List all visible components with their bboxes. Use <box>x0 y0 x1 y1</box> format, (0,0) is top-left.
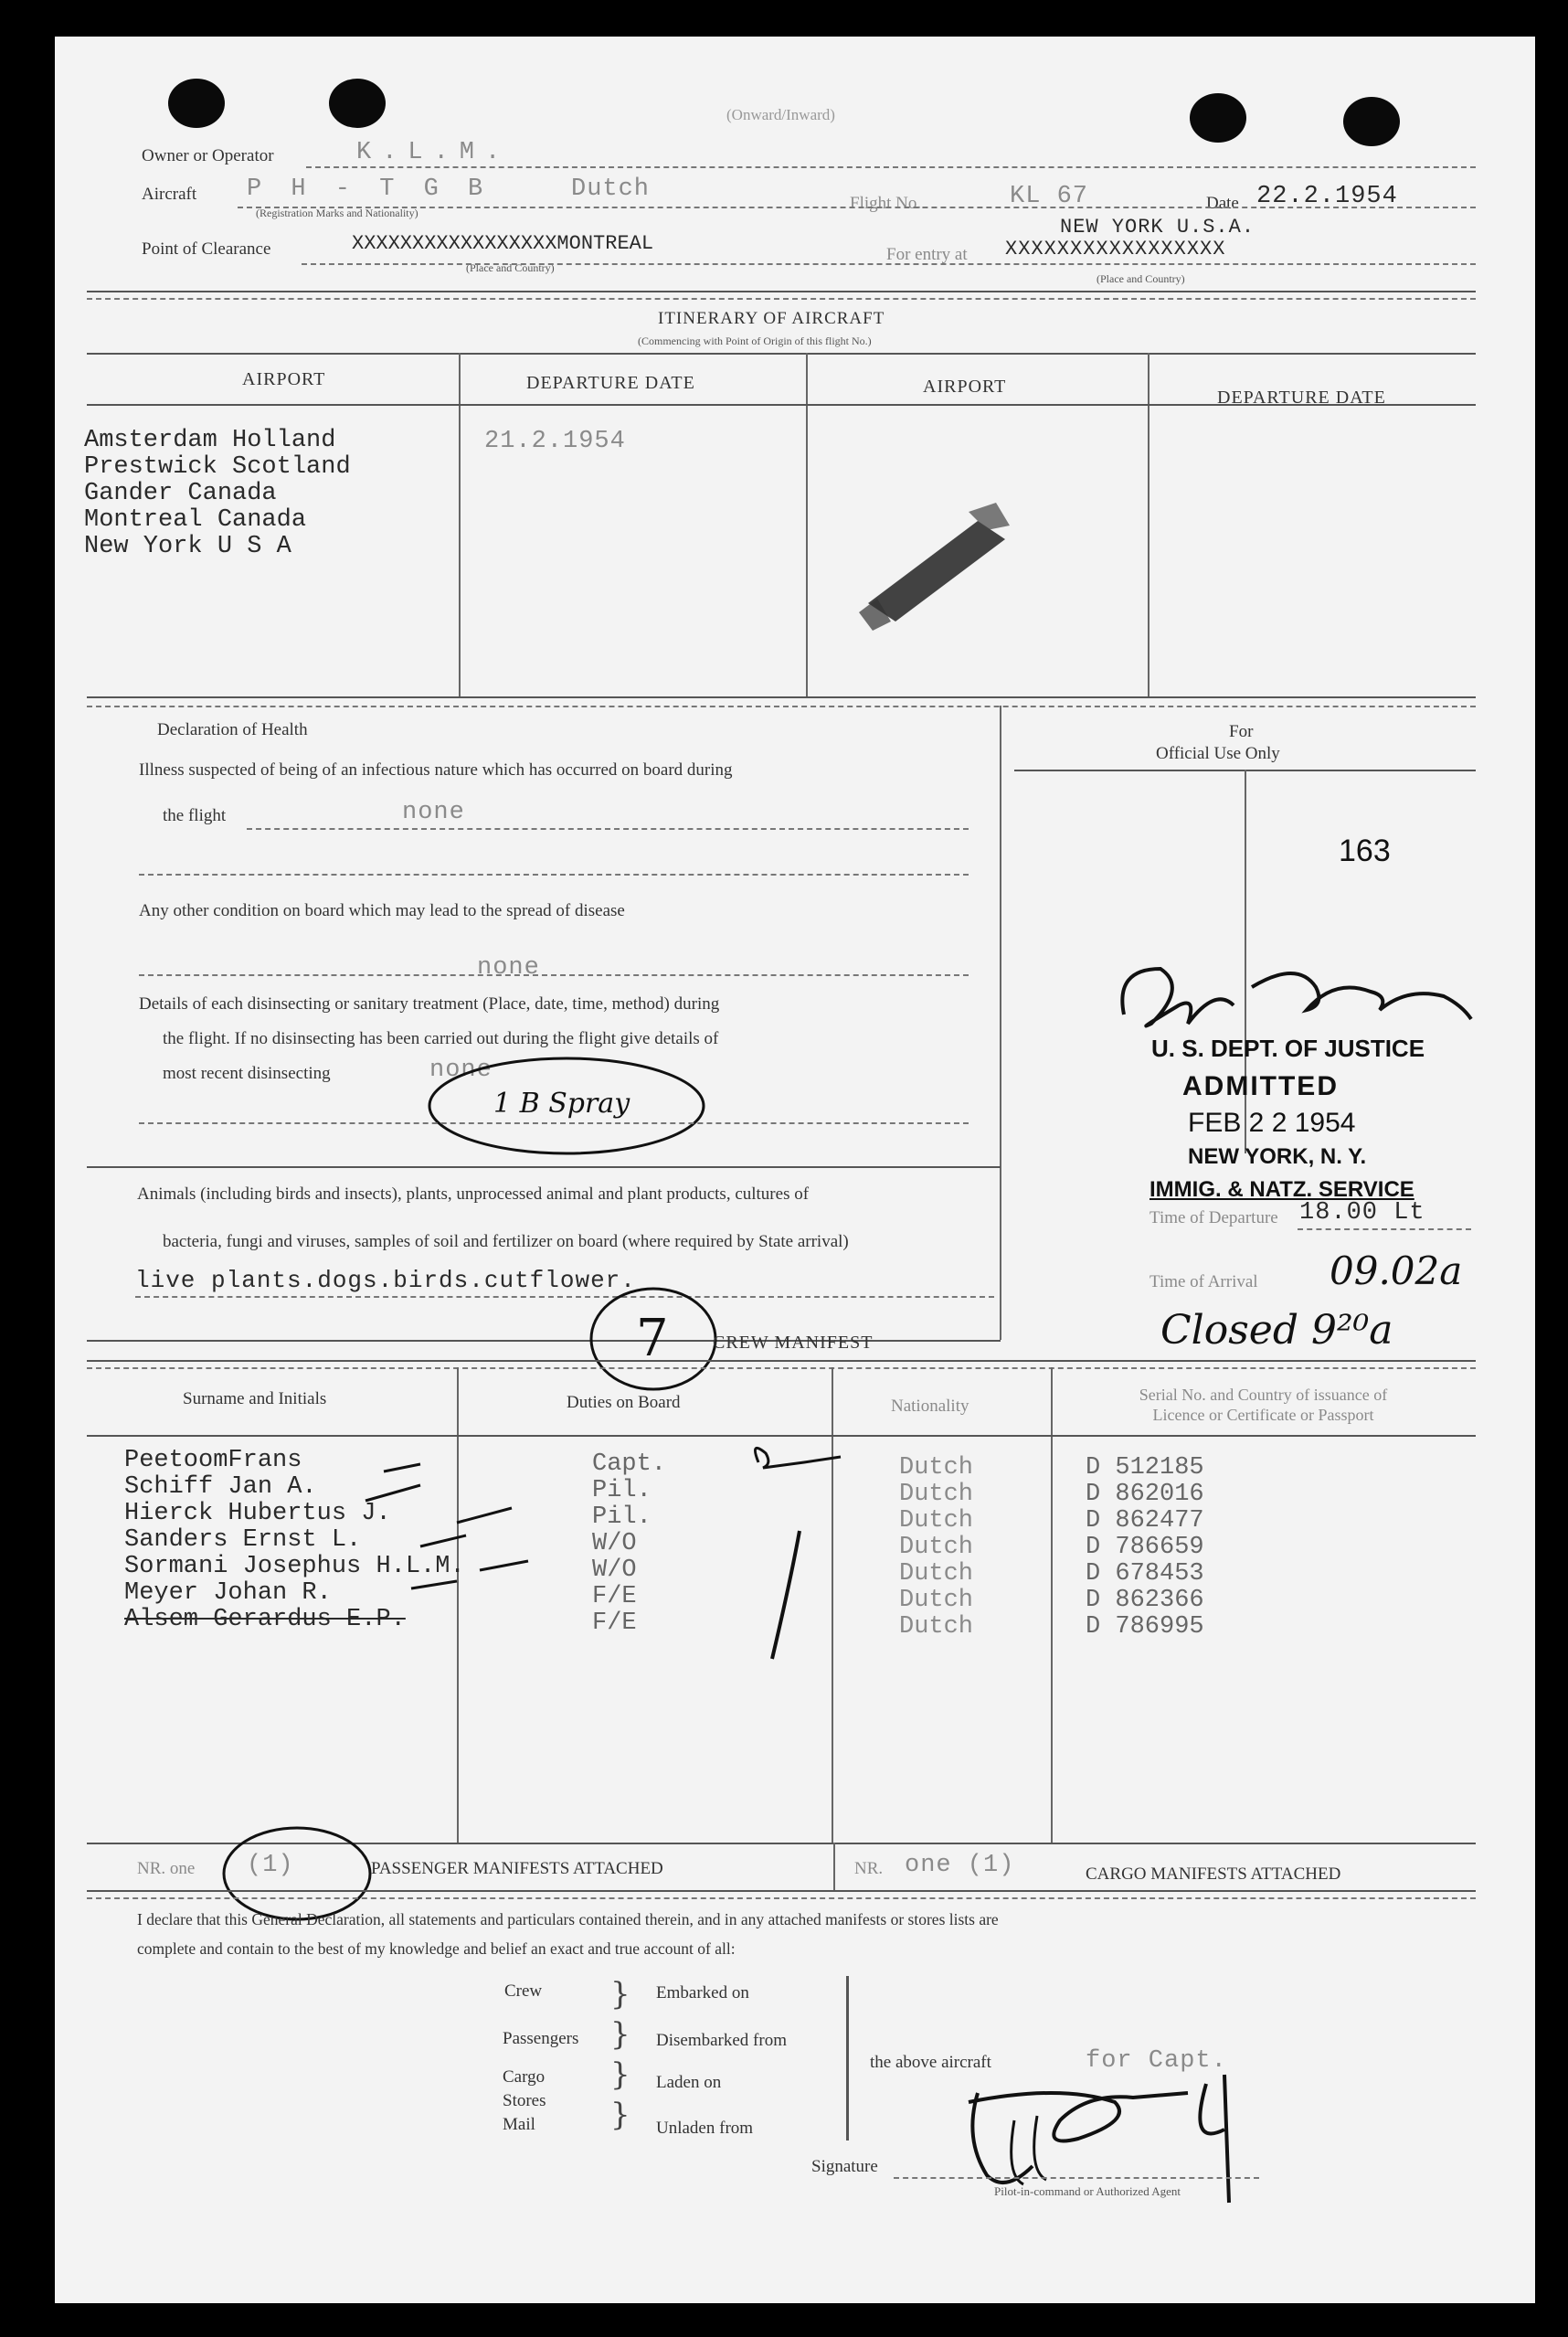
health-dotted-line <box>139 974 969 976</box>
animals-answer: live plants.dogs.birds.cutflower. <box>135 1267 636 1294</box>
crew-duty: Pil. <box>592 1503 652 1531</box>
arrival-time-label: Time of Arrival <box>1150 1272 1258 1291</box>
decl-mid-embarked: Embarked on <box>656 1983 749 2002</box>
crew-serial: D 862016 <box>1086 1481 1204 1508</box>
crew-nationality: Dutch <box>899 1587 974 1614</box>
official-title-for: For <box>1229 722 1254 741</box>
ink-smudge-stamp <box>841 475 1042 640</box>
crew-duty: F/E <box>592 1583 637 1610</box>
decl-above-aircraft: the above aircraft <box>870 2053 991 2072</box>
animals-line1: Animals (including birds and insects), plants, unprocessed animal and plant products, cultures of <box>137 1184 810 1204</box>
itinerary-subtitle: (Commencing with Point of Origin of this flight No.) <box>638 335 872 347</box>
official-number: 163 <box>1339 834 1391 868</box>
col-serial-2: Licence or Certificate or Passport <box>1152 1406 1374 1424</box>
crew-name: Sanders Ernst L. <box>124 1526 362 1554</box>
health-dotted-line <box>247 828 969 830</box>
airport-entry: New York U S A <box>84 533 291 560</box>
crew-header-top-rule-2 <box>87 1367 1476 1369</box>
decl-left-crew: Crew <box>504 1981 543 2001</box>
crew-title: CREW MANIFEST <box>713 1333 874 1353</box>
stamp-service: IMMIG. & NATZ. SERVICE <box>1150 1177 1414 1202</box>
decl-left-mail: Mail <box>503 2115 535 2134</box>
aircraft-value: P H - T G B <box>247 175 491 203</box>
crew-serial: D 512185 <box>1086 1454 1204 1482</box>
health-q1-line1: Illness suspected of being of an infectious nature which has occurred on board during <box>139 760 733 780</box>
crew-serial: D 786659 <box>1086 1534 1204 1561</box>
crew-serial: D 678453 <box>1086 1560 1204 1588</box>
owner-dotted-line <box>306 166 1476 168</box>
health-title: Declaration of Health <box>157 720 308 739</box>
crew-duty: F/E <box>592 1609 637 1637</box>
entry-label: For entry at <box>886 245 968 264</box>
manifest-divider <box>833 1843 835 1890</box>
entry-subcaption: (Place and Country) <box>1097 272 1185 285</box>
punch-hole <box>1190 93 1246 143</box>
health-q3-line3: most recent disinsecting <box>163 1064 331 1083</box>
cargo-manifest-label: CARGO MANIFESTS ATTACHED <box>1086 1864 1341 1884</box>
decl-left-stores: Stores <box>503 2091 546 2110</box>
cargo-manifest-prefix: NR. <box>854 1859 884 1878</box>
cargo-manifest-count: one (1) <box>905 1852 1015 1879</box>
crew-duty: W/O <box>592 1556 637 1584</box>
punch-hole <box>329 79 386 128</box>
crew-nationality: Dutch <box>899 1560 974 1588</box>
decl-mid-disembarked: Disembarked from <box>656 2031 787 2050</box>
crew-name: Meyer Johan R. <box>124 1579 332 1607</box>
handwritten-checkmarks <box>329 1444 895 1682</box>
manifest-bottom-rule-2 <box>87 1897 1476 1899</box>
flight-label: Flight No. <box>850 194 922 213</box>
departure-time-value: 18.00 Lt <box>1299 1199 1425 1227</box>
health-q1-line2: the flight <box>163 806 227 825</box>
col-departure-date: DEPARTURE DATE <box>526 373 695 393</box>
health-dotted-line <box>139 1122 969 1124</box>
brace-left: } } } } <box>610 1976 630 2133</box>
health-q3-answer: none <box>429 1057 493 1084</box>
declaration-line1: I declare that this General Declaration, all statements and particulars contained therein, and in any attached manifests or stores lists are <box>137 1910 999 1928</box>
aircraft-label: Aircraft <box>142 185 197 204</box>
general-declaration-document <box>55 37 1535 2303</box>
decl-for-capt: for Capt. <box>1086 2047 1227 2075</box>
crew-nationality: Dutch <box>899 1454 974 1482</box>
stamp-date: FEB 2 2 1954 <box>1188 1108 1356 1138</box>
clearance-value: XXXXXXXXXXXXXXXXXMONTREAL <box>352 232 654 255</box>
signature-dotted-line <box>894 2177 1259 2179</box>
stamp-dept: U. S. DEPT. OF JUSTICE <box>1151 1035 1425 1062</box>
owner-label: Owner or Operator <box>142 146 274 165</box>
decl-mid-laden: Laden on <box>656 2073 722 2092</box>
itinerary-bottom-rule <box>87 696 1476 698</box>
crew-duty: Pil. <box>592 1477 652 1504</box>
crew-nationalities <box>899 1455 973 1641</box>
crew-header-top-rule <box>87 1360 1476 1362</box>
flight-value: KL 67 <box>1010 183 1089 210</box>
closed-time-note: Closed 9²⁰a <box>1160 1307 1393 1354</box>
airport-entry: Montreal Canada <box>84 506 307 534</box>
punch-hole <box>1343 97 1400 146</box>
declaration-line2: complete and contain to the best of my knowledge and belief an exact and true account of all: <box>137 1939 736 1958</box>
health-q3-line1: Details of each disinsecting or sanitary treatment (Place, date, time, method) during <box>139 994 720 1014</box>
aircraft-nationality: Dutch <box>571 175 651 203</box>
owner-value: K.L.M. <box>356 139 512 166</box>
departure-time-label: Time of Departure <box>1150 1208 1278 1227</box>
health-q2-answer: none <box>477 954 540 982</box>
official-dotted-line <box>1298 1228 1471 1230</box>
crew-nationality: Dutch <box>899 1613 974 1641</box>
manifest-bottom-rule <box>87 1890 1476 1892</box>
health-right-border <box>1000 706 1001 1340</box>
crew-serials <box>1086 1455 1204 1641</box>
col-nationality: Nationality <box>891 1397 969 1416</box>
animals-dotted-line <box>135 1296 994 1298</box>
crew-name: Sormani Josephus H.L.M. <box>124 1553 465 1580</box>
stamp-admitted: ADMITTED <box>1182 1071 1339 1101</box>
health-dotted-line <box>139 874 969 876</box>
crew-nationality: Dutch <box>899 1534 974 1561</box>
handwritten-spray-note: 1 B Spray <box>493 1088 630 1120</box>
airport-entry: Prestwick Scotland <box>84 453 351 481</box>
itinerary-bottom-rule-2 <box>87 706 1476 707</box>
airport-entry: Gander Canada <box>84 480 277 507</box>
health-q2-line1: Any other condition on board which may lead to the spread of disease <box>139 901 625 920</box>
itinerary-top-rule-2 <box>87 298 1476 300</box>
col-departure-date-2: DEPARTURE DATE <box>1217 388 1386 408</box>
punch-hole <box>168 79 225 128</box>
signature-label: Signature <box>811 2157 878 2176</box>
date-value: 22.2.1954 <box>1256 183 1398 210</box>
entry-strikeout: XXXXXXXXXXXXXXXXX <box>1005 238 1226 260</box>
crew-column-rule <box>87 1435 1476 1437</box>
crew-count-circled: 7 <box>636 1309 669 1368</box>
crew-serial: D 862366 <box>1086 1587 1204 1614</box>
col-airport: AIRPORT <box>242 369 326 389</box>
crew-duty: W/O <box>592 1530 637 1557</box>
entry-value: NEW YORK U.S.A. <box>1060 216 1255 239</box>
declaration-bracket <box>846 1976 849 2140</box>
decl-left-cargo: Cargo <box>503 2067 546 2087</box>
itinerary-column-rule <box>87 404 1476 406</box>
airport-list <box>84 428 351 560</box>
crew-divider <box>1051 1367 1053 1844</box>
itinerary-header-rule <box>87 353 1476 355</box>
aircraft-dotted-line <box>238 207 1476 208</box>
health-q1-answer: none <box>402 799 465 826</box>
crew-serial: D 862477 <box>1086 1507 1204 1535</box>
crew-name: Alsem Gerardus E.P. <box>124 1606 406 1633</box>
itinerary-top-rule <box>87 291 1476 292</box>
pax-manifest-count: (1) <box>247 1852 294 1879</box>
clearance-dotted-line <box>302 263 1476 265</box>
col-surname: Surname and Initials <box>183 1389 327 1408</box>
crew-nationality: Dutch <box>899 1507 974 1535</box>
col-duties: Duties on Board <box>567 1393 681 1412</box>
pax-manifest-prefix: NR. one <box>137 1859 196 1878</box>
aircraft-subcaption: (Registration Marks and Nationality) <box>256 207 418 219</box>
clearance-subcaption: (Place and Country) <box>466 261 555 274</box>
clearance-label: Point of Clearance <box>142 239 271 259</box>
crew-name: PeetoomFrans <box>124 1447 302 1474</box>
health-bottom-rule <box>87 1166 1001 1168</box>
stamp-place: NEW YORK, N. Y. <box>1188 1144 1367 1169</box>
animals-line2: bacteria, fungi and viruses, samples of soil and fertilizer on board (where required by State arrival) <box>163 1232 849 1251</box>
crew-name: Hierck Hubertus J. <box>124 1500 391 1527</box>
onward-inward-label: (Onward/Inward) <box>726 106 835 123</box>
date-label: Date <box>1206 194 1239 213</box>
crew-name: Schiff Jan A. <box>124 1473 317 1501</box>
signature-subcaption: Pilot-in-command or Authorized Agent <box>994 2184 1181 2198</box>
health-q3-line2: the flight. If no disinsecting has been carried out during the flight give details of <box>163 1029 719 1048</box>
crew-serial: D 786995 <box>1086 1613 1204 1641</box>
airport-entry: Amsterdam Holland <box>84 427 336 454</box>
official-title: Official Use Only <box>1156 744 1280 763</box>
decl-left-passengers: Passengers <box>503 2029 579 2048</box>
itinerary-title: ITINERARY OF AIRCRAFT <box>658 309 885 328</box>
crew-nationality: Dutch <box>899 1481 974 1508</box>
pax-manifest-label: PASSENGER MANIFESTS ATTACHED <box>371 1859 663 1878</box>
arrival-time-value: 09.02a <box>1330 1248 1463 1293</box>
decl-mid-unladen: Unladen from <box>656 2119 754 2138</box>
col-airport-2: AIRPORT <box>923 377 1007 397</box>
col-serial-1: Serial No. and Country of issuance of <box>1139 1386 1388 1404</box>
departure-date-value: 21.2.1954 <box>484 428 626 455</box>
crew-duty: Capt. <box>592 1450 667 1478</box>
